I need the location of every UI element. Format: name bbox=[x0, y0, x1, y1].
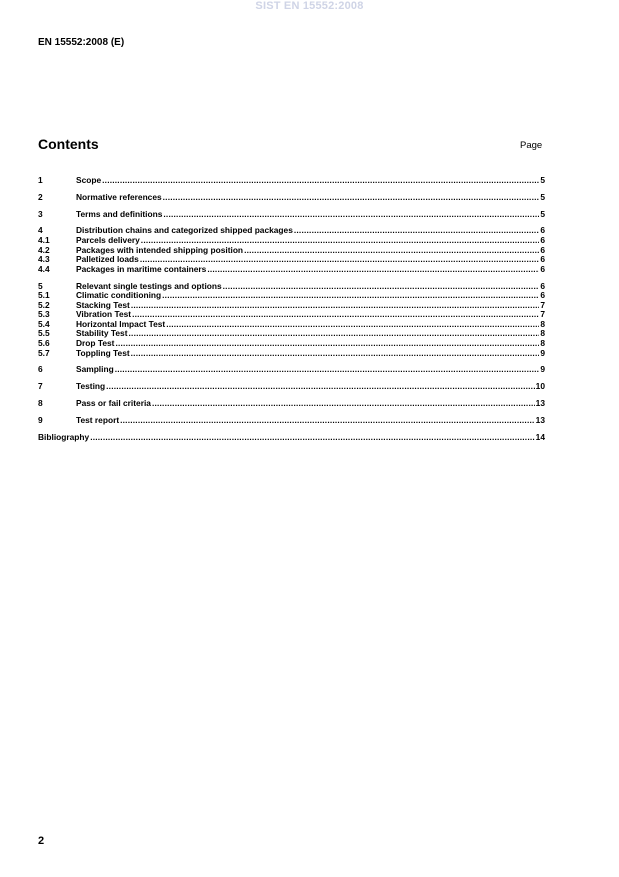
toc-title: Climatic conditioning bbox=[76, 290, 162, 301]
toc-title: Packages in maritime containers bbox=[76, 263, 207, 274]
table-of-contents bbox=[38, 176, 545, 442]
toc-number: 5 bbox=[38, 280, 43, 291]
toc-page: 6 bbox=[540, 263, 545, 274]
toc-page: 9 bbox=[540, 364, 545, 375]
toc-title: Palletized loads bbox=[76, 254, 139, 265]
toc-leader bbox=[162, 291, 539, 301]
toc-title: Drop Test bbox=[76, 338, 115, 349]
toc-page: 6 bbox=[540, 280, 545, 291]
toc-title: Normative references bbox=[76, 191, 162, 202]
toc-number: 5.4 bbox=[38, 318, 50, 329]
toc-page: 6 bbox=[540, 254, 545, 265]
toc-entry-toppling-test[interactable] bbox=[38, 349, 545, 359]
toc-number: 4.1 bbox=[38, 234, 50, 245]
toc-title: Stacking Test bbox=[76, 299, 130, 310]
toc-number: 4.3 bbox=[38, 254, 50, 265]
toc-page: 5 bbox=[540, 208, 545, 219]
toc-entry-stability-test[interactable] bbox=[38, 329, 545, 339]
toc-number: 2 bbox=[38, 191, 43, 202]
toc-entry-testing[interactable] bbox=[38, 382, 545, 392]
toc-title: Stability Test bbox=[76, 328, 128, 339]
toc-leader bbox=[106, 382, 535, 392]
toc-number: 8 bbox=[38, 398, 43, 408]
toc-title: Test report bbox=[76, 414, 120, 425]
toc-page: 13 bbox=[535, 398, 545, 408]
toc-leader bbox=[115, 365, 540, 375]
toc-title: Vibration Test bbox=[76, 309, 132, 320]
toc-leader bbox=[163, 193, 540, 203]
toc-leader bbox=[207, 265, 539, 275]
toc-leader bbox=[132, 310, 539, 320]
toc-entry-maritime-containers[interactable] bbox=[38, 265, 545, 275]
toc-entry-terms-and-definitions[interactable] bbox=[38, 210, 545, 220]
toc-leader bbox=[152, 399, 535, 409]
toc-page: 6 bbox=[540, 290, 545, 301]
toc-number: 9 bbox=[38, 414, 43, 425]
toc-page: 10 bbox=[535, 381, 545, 392]
toc-leader bbox=[131, 349, 540, 359]
toc-page: 7 bbox=[540, 299, 545, 310]
toc-page: 5 bbox=[540, 191, 545, 202]
toc-leader bbox=[115, 339, 539, 349]
toc-leader bbox=[90, 433, 534, 443]
toc-entry-normative-references[interactable] bbox=[38, 193, 545, 203]
toc-leader bbox=[294, 226, 539, 236]
toc-entry-pass-or-fail-criteria[interactable] bbox=[38, 399, 545, 409]
toc-title: Bibliography bbox=[38, 431, 90, 442]
toc-page: 6 bbox=[540, 234, 545, 245]
toc-page: 9 bbox=[540, 347, 545, 358]
toc-title: Toppling Test bbox=[76, 347, 130, 358]
toc-title: Parcels delivery bbox=[76, 234, 140, 245]
toc-leader bbox=[129, 329, 540, 339]
watermark: SIST EN 15552:2008 bbox=[255, 0, 364, 12]
toc-title: Relevant single testings and options bbox=[76, 280, 222, 291]
toc-number: 5.3 bbox=[38, 309, 50, 320]
toc-number: 3 bbox=[38, 208, 43, 219]
document-id: EN 15552:2008 (E) bbox=[38, 37, 125, 48]
toc-number: 1 bbox=[38, 175, 43, 185]
toc-page: 7 bbox=[540, 309, 545, 320]
toc-entry-sampling[interactable] bbox=[38, 365, 545, 375]
toc-number: 5.6 bbox=[38, 338, 50, 349]
toc-title: Pass or fail criteria bbox=[76, 398, 151, 408]
toc-title: Packages with intended shipping position bbox=[76, 244, 244, 255]
toc-title: Testing bbox=[76, 381, 106, 392]
toc-leader bbox=[102, 176, 539, 186]
toc-entry-bibliography[interactable] bbox=[38, 433, 545, 443]
toc-number: 4.2 bbox=[38, 244, 50, 255]
toc-page: 5 bbox=[540, 175, 545, 185]
toc-entry-test-report[interactable] bbox=[38, 416, 545, 426]
toc-title: Distribution chains and categorized shipped packages bbox=[76, 225, 293, 236]
toc-title: Terms and definitions bbox=[76, 208, 163, 219]
toc-number: 4.4 bbox=[38, 263, 50, 274]
toc-number: 5.1 bbox=[38, 290, 50, 301]
toc-leader bbox=[120, 416, 535, 426]
toc-leader bbox=[244, 246, 539, 256]
toc-number: 5.7 bbox=[38, 347, 50, 358]
contents-title: Contents bbox=[38, 136, 99, 152]
toc-page: 13 bbox=[535, 414, 545, 425]
page-number: 2 bbox=[38, 835, 45, 847]
toc-number: 5.2 bbox=[38, 299, 50, 310]
toc-number: 4 bbox=[38, 225, 43, 236]
toc-leader bbox=[131, 301, 539, 311]
toc-title: Scope bbox=[76, 175, 102, 185]
toc-page: 6 bbox=[540, 225, 545, 236]
toc-number: 7 bbox=[38, 381, 43, 392]
toc-page: 6 bbox=[540, 244, 545, 255]
toc-page: 8 bbox=[540, 338, 545, 349]
toc-title: Horizontal Impact Test bbox=[76, 318, 166, 329]
toc-page: 8 bbox=[540, 328, 545, 339]
toc-leader bbox=[166, 320, 539, 330]
toc-page: 14 bbox=[535, 431, 545, 442]
toc-entry-scope[interactable] bbox=[38, 176, 545, 186]
toc-title: Sampling bbox=[76, 364, 114, 375]
toc-page: 8 bbox=[540, 318, 545, 329]
toc-number: 6 bbox=[38, 364, 43, 375]
toc-number: 5.5 bbox=[38, 328, 50, 339]
page-column-label: Page bbox=[520, 140, 543, 151]
toc-leader bbox=[163, 210, 539, 220]
toc-leader bbox=[223, 282, 540, 292]
